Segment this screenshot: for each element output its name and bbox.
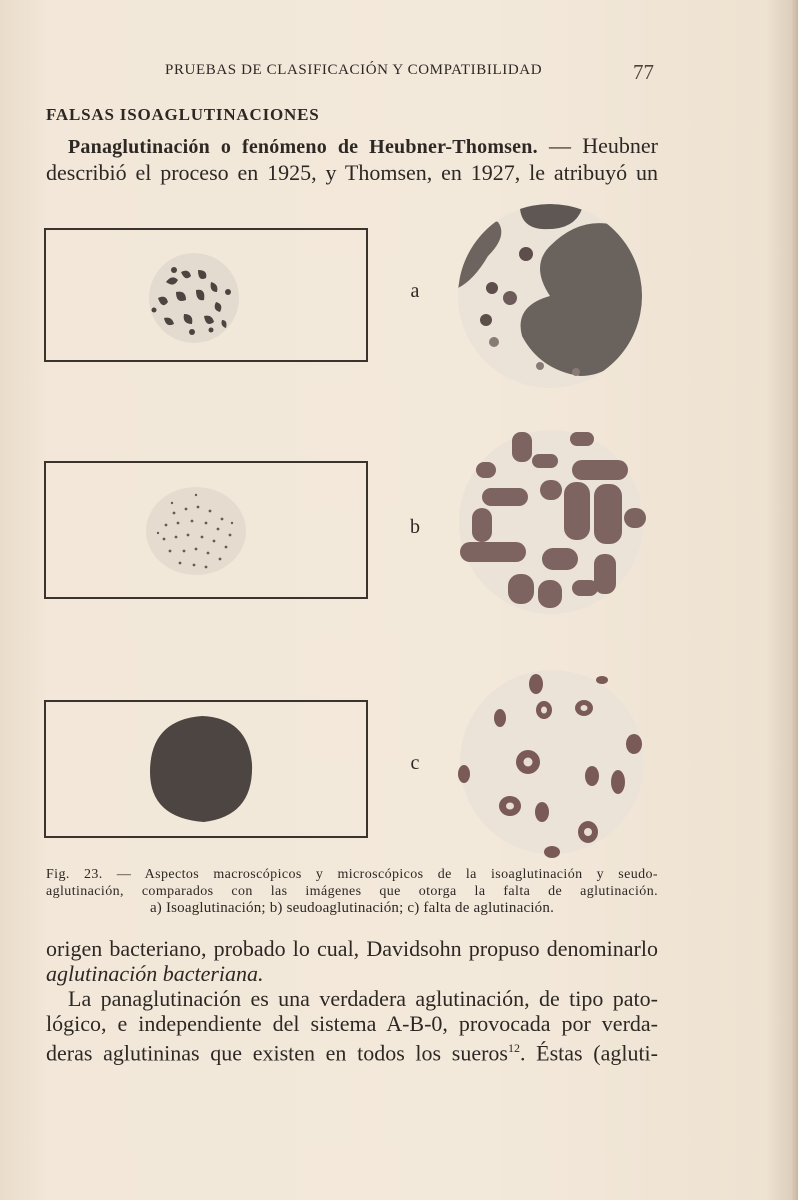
footnote-reference: 12 (507, 1041, 520, 1055)
slide-a (44, 228, 368, 362)
panel-letter-c: c (410, 752, 420, 774)
paragraph-2-line-2: aglutinación bacteriana. (46, 961, 264, 986)
slide-b-drop (46, 463, 366, 597)
panel-letter-a: a (410, 280, 420, 302)
paragraph-3-line-3 (46, 1036, 658, 1065)
paragraph-1-line-2: describió el proceso en 1925, y Thomsen, en 1927, le atribuyó un (46, 160, 658, 185)
section-title: FALSAS ISOAGLUTINACIONES (46, 105, 320, 124)
paragraph-1 (46, 133, 658, 185)
paragraph-2-line-1: origen bacteriano, probado lo cual, Davidsohn propuso denominarlo (46, 936, 658, 961)
slide-b (44, 461, 368, 599)
bold-lead: Panaglutinación o fenómeno de Heubner-Thomsen. (68, 136, 538, 158)
figure-caption (46, 866, 658, 917)
caption-line-3: a) Isoaglutinación; b) seudoaglutinación; c) falta de aglutinación. (149, 900, 555, 916)
caption-line-1: Fig. 23. — Aspectos macroscópicos y microscópicos de la isoaglutinación y seudo- (46, 867, 658, 882)
paragraph-1-line-1-rest: — Heubner (537, 133, 658, 158)
slide-a-drop (46, 230, 366, 360)
slide-c (44, 700, 368, 838)
paragraph-3-line-1: La panaglutinación es una verdadera aglutinación, de tipo pato- (68, 986, 658, 1011)
micro-b-seudoaglutinacion (452, 424, 650, 620)
paragraph-3-line-3-end: . Éstas (agluti- (519, 1040, 658, 1066)
caption-line-2: aglutinación, comparados con las imágenes que otorga la falta de aglutinación. (46, 884, 658, 899)
paragraph-1-line-1 (46, 133, 658, 160)
panel-letter-b: b (410, 516, 420, 538)
slide-c-drop (46, 702, 366, 836)
micro-a-isoaglutinacion (450, 196, 650, 392)
paragraph-2 (46, 936, 658, 986)
micro-c-falta-de-aglutinacion (452, 664, 652, 860)
page-edge (792, 0, 798, 1200)
running-title: PRUEBAS DE CLASIFICACIÓN Y COMPATIBILIDAD (165, 62, 543, 78)
paragraph-3 (46, 986, 658, 1065)
paragraph-3-line-3-start: deras aglutininas que existen en todos los sueros (46, 1040, 508, 1066)
page-number: 77 (633, 60, 654, 84)
paragraph-3-line-2: lógico, e independiente del sistema A-B-0, provocada por verda- (46, 1011, 658, 1036)
